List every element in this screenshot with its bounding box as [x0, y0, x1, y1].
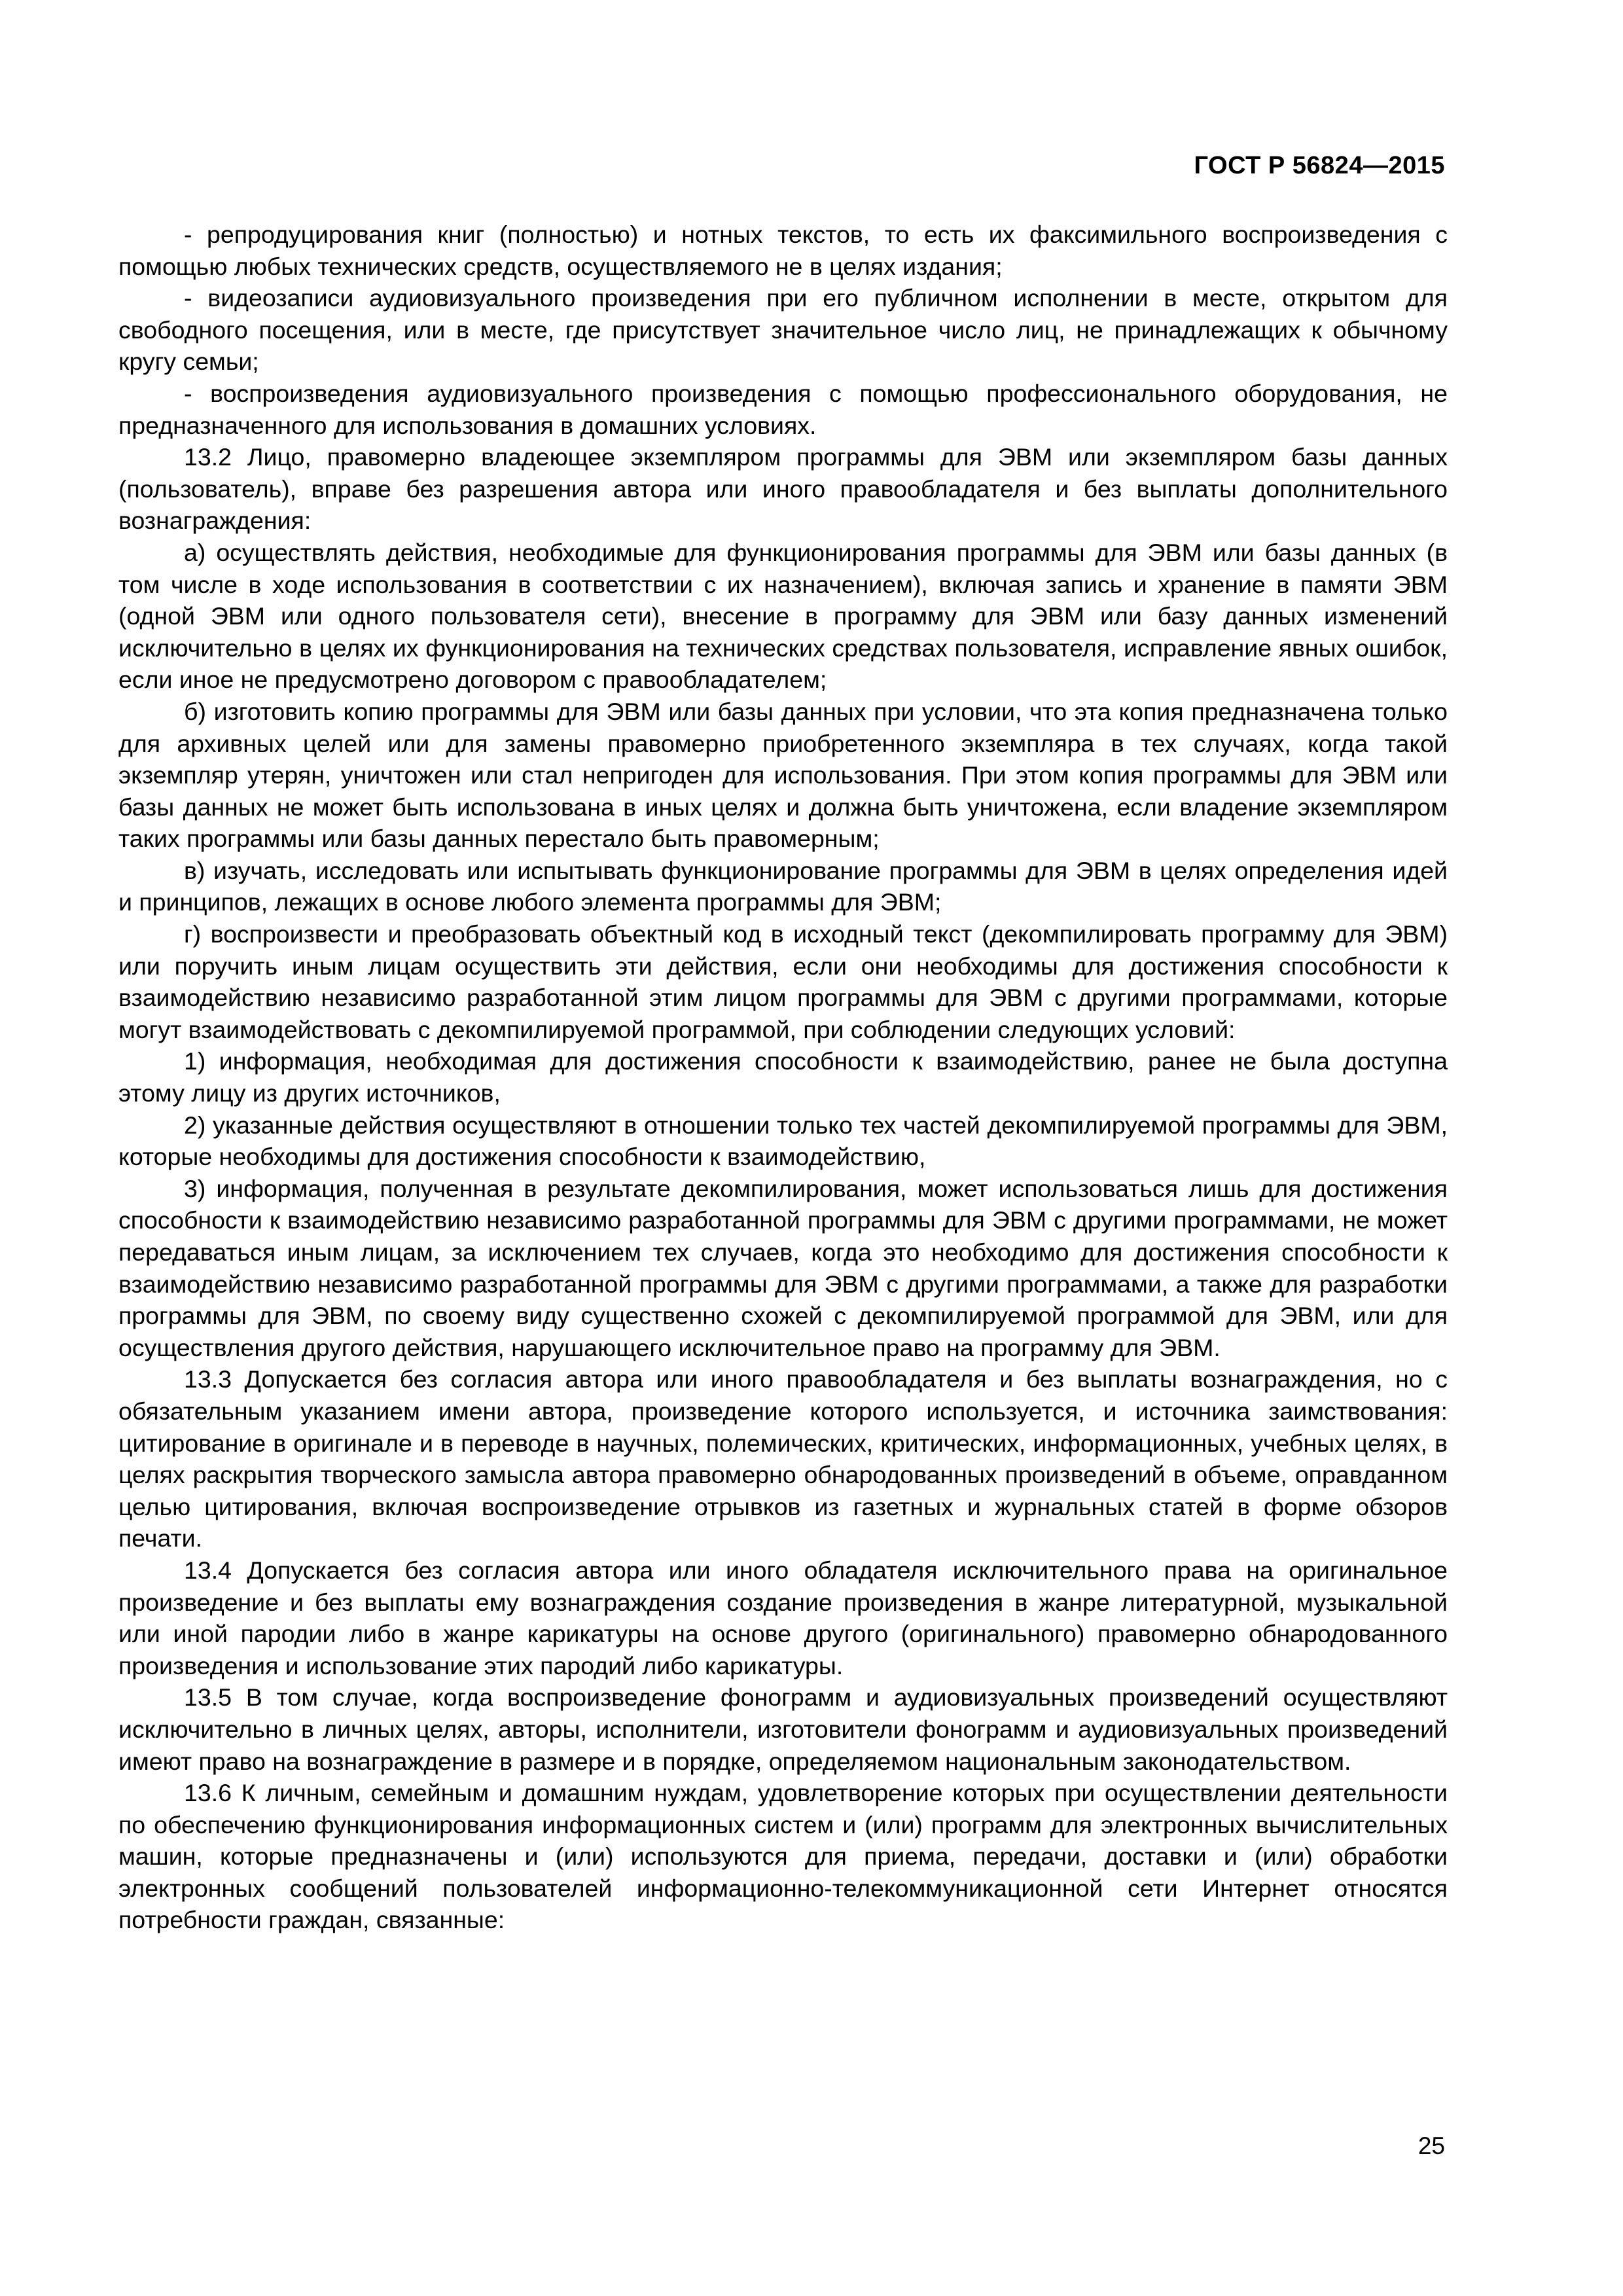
paragraph-reproduction-books: - репродуцирования книг (полностью) и нотных текстов, то есть их факсимильного воспроизведения с помощью любых технических средств, осуществляемого не в целях издания; — [118, 221, 1448, 280]
standard-designation: ГОСТ Р 56824—2015 — [1194, 152, 1445, 179]
paragraph-audiovisual-reproduction: - воспроизведения аудиовизуального произведения с помощью профессионального оборудования, не предназначенного для использования в домашних условиях. — [118, 379, 1448, 439]
paragraph-13-2-b: б) изготовить копию программы для ЭВМ или базы данных при условии, что эта копия предназначена только для архивных целей или для замены правомерно приобретенного экземпляра в тех случаях, когда такой экземпляр утерян, уничтожен или стал непригоден для использования. При этом копия программы для ЭВМ или базы данных не может быть использована в иных целях и должна быть уничтожена, если владение экземпляром таких программы или базы данных перестало быть правомерным; — [118, 697, 1448, 853]
document-body — [118, 219, 1448, 1936]
paragraph-condition-1: 1) информация, необходимая для достижения способности к взаимодействию, ранее не была доступна этому лицу из других источников, — [118, 1047, 1448, 1107]
paragraph-13-2-a: а) осуществлять действия, необходимые для функционирования программы для ЭВМ или базы данных (в том числе в ходе использования в соответствии с их назначением), включая запись и хранение в памяти ЭВМ (одной ЭВМ или одного пользователя сети), внесение в программу для ЭВМ или базу данных изменений исключительно в целях их функционирования на технических средствах пользователя, исправление явных ошибок, если иное не предусмотрено договором с правообладателем; — [118, 538, 1448, 694]
paragraph-13-4: 13.4 Допускается без согласия автора или иного обладателя исключительного права на оригинальное произведение и без выплаты ему вознаграждения создание произведения в жанре литературной, музыкальной или иной пародии либо в жанре карикатуры на основе другого (оригинального) правомерно обнародованного произведения и использование этих пародий либо карикатуры. — [118, 1556, 1448, 1679]
page-number: 25 — [1418, 2132, 1445, 2159]
paragraph-13-5: 13.5 В том случае, когда воспроизведение фонограмм и аудиовизуальных произведений осуществляют исключительно в личных целях, авторы, исполнители, изготовители фонограмм и аудиовизуальных произведений имеют право на вознаграждение в размере и в порядке, определяемом национальным законодательством. — [118, 1683, 1448, 1775]
paragraph-condition-2: 2) указанные действия осуществляют в отношении только тех частей декомпилируемой программы для ЭВМ, которые необходимы для достижения способности к взаимодействию, — [118, 1111, 1448, 1171]
paragraph-13-2-g: г) воспроизвести и преобразовать объектный код в исходный текст (декомпилировать программу для ЭВМ) или поручить иным лицам осуществить эти действия, если они необходимы для достижения способности к взаимодействию независимо разработанной этим лицом программы для ЭВМ с другими программами, которые могут взаимодействовать с декомпилируемой программой, при соблюдении следующих условий: — [118, 920, 1448, 1043]
paragraph-13-2-v: в) изучать, исследовать или испытывать функционирование программы для ЭВМ в целях определения идей и принципов, лежащих в основе любого элемента программы для ЭВМ; — [118, 856, 1448, 916]
paragraph-13-6: 13.6 К личным, семейным и домашним нуждам, удовлетворение которых при осуществлении деятельности по обеспечению функционирования информационных систем и (или) программ для электронных вычислительных машин, которые предназначены и (или) используются для приема, передачи, доставки и (или) обработки электронных сообщений пользователей информационно-телекоммуникационной сети Интернет относятся потребности граждан, связанные: — [118, 1779, 1448, 1934]
paragraph-condition-3: 3) информация, полученная в результате декомпилирования, может использоваться лишь для достижения способности к взаимодействию независимо разработанной программы для ЭВМ с другими программами, не может передаваться иным лицам, за исключением тех случаев, когда это необходимо для достижения способности к взаимодействию независимо разработанной программы для ЭВМ с другими программами, а также для разработки программы для ЭВМ, по своему виду существенно схожей с декомпилируемой программой для ЭВМ, или для осуществления другого действия, нарушающего исключительное право на программу для ЭВМ. — [118, 1174, 1448, 1361]
paragraph-video-recording: - видеозаписи аудиовизуального произведения при его публичном исполнении в месте, открытом для свободного посещения, или в месте, где присутствует значительное число лиц, не принадлежащих к обычному кругу семьи; — [118, 284, 1448, 376]
paragraph-13-2: 13.2 Лицо, правомерно владеющее экземпляром программы для ЭВМ или экземпляром базы данных (пользователь), вправе без разрешения автора или иного правообладателя и без выплаты дополнительного вознаграждения: — [118, 443, 1448, 535]
paragraph-13-3: 13.3 Допускается без согласия автора или иного правообладателя и без выплаты вознаграждения, но с обязательным указанием имени автора, произведение которого используется, и источника заимствования: цитирование в оригинале и в переводе в научных, полемических, критических, информационных, учебных целях, в целях раскрытия творческого замысла автора правомерно обнародованных произведений в объеме, оправданном целью цитирования, включая воспроизведение отрывков из газетных и журнальных статей в форме обзоров печати. — [118, 1365, 1448, 1552]
